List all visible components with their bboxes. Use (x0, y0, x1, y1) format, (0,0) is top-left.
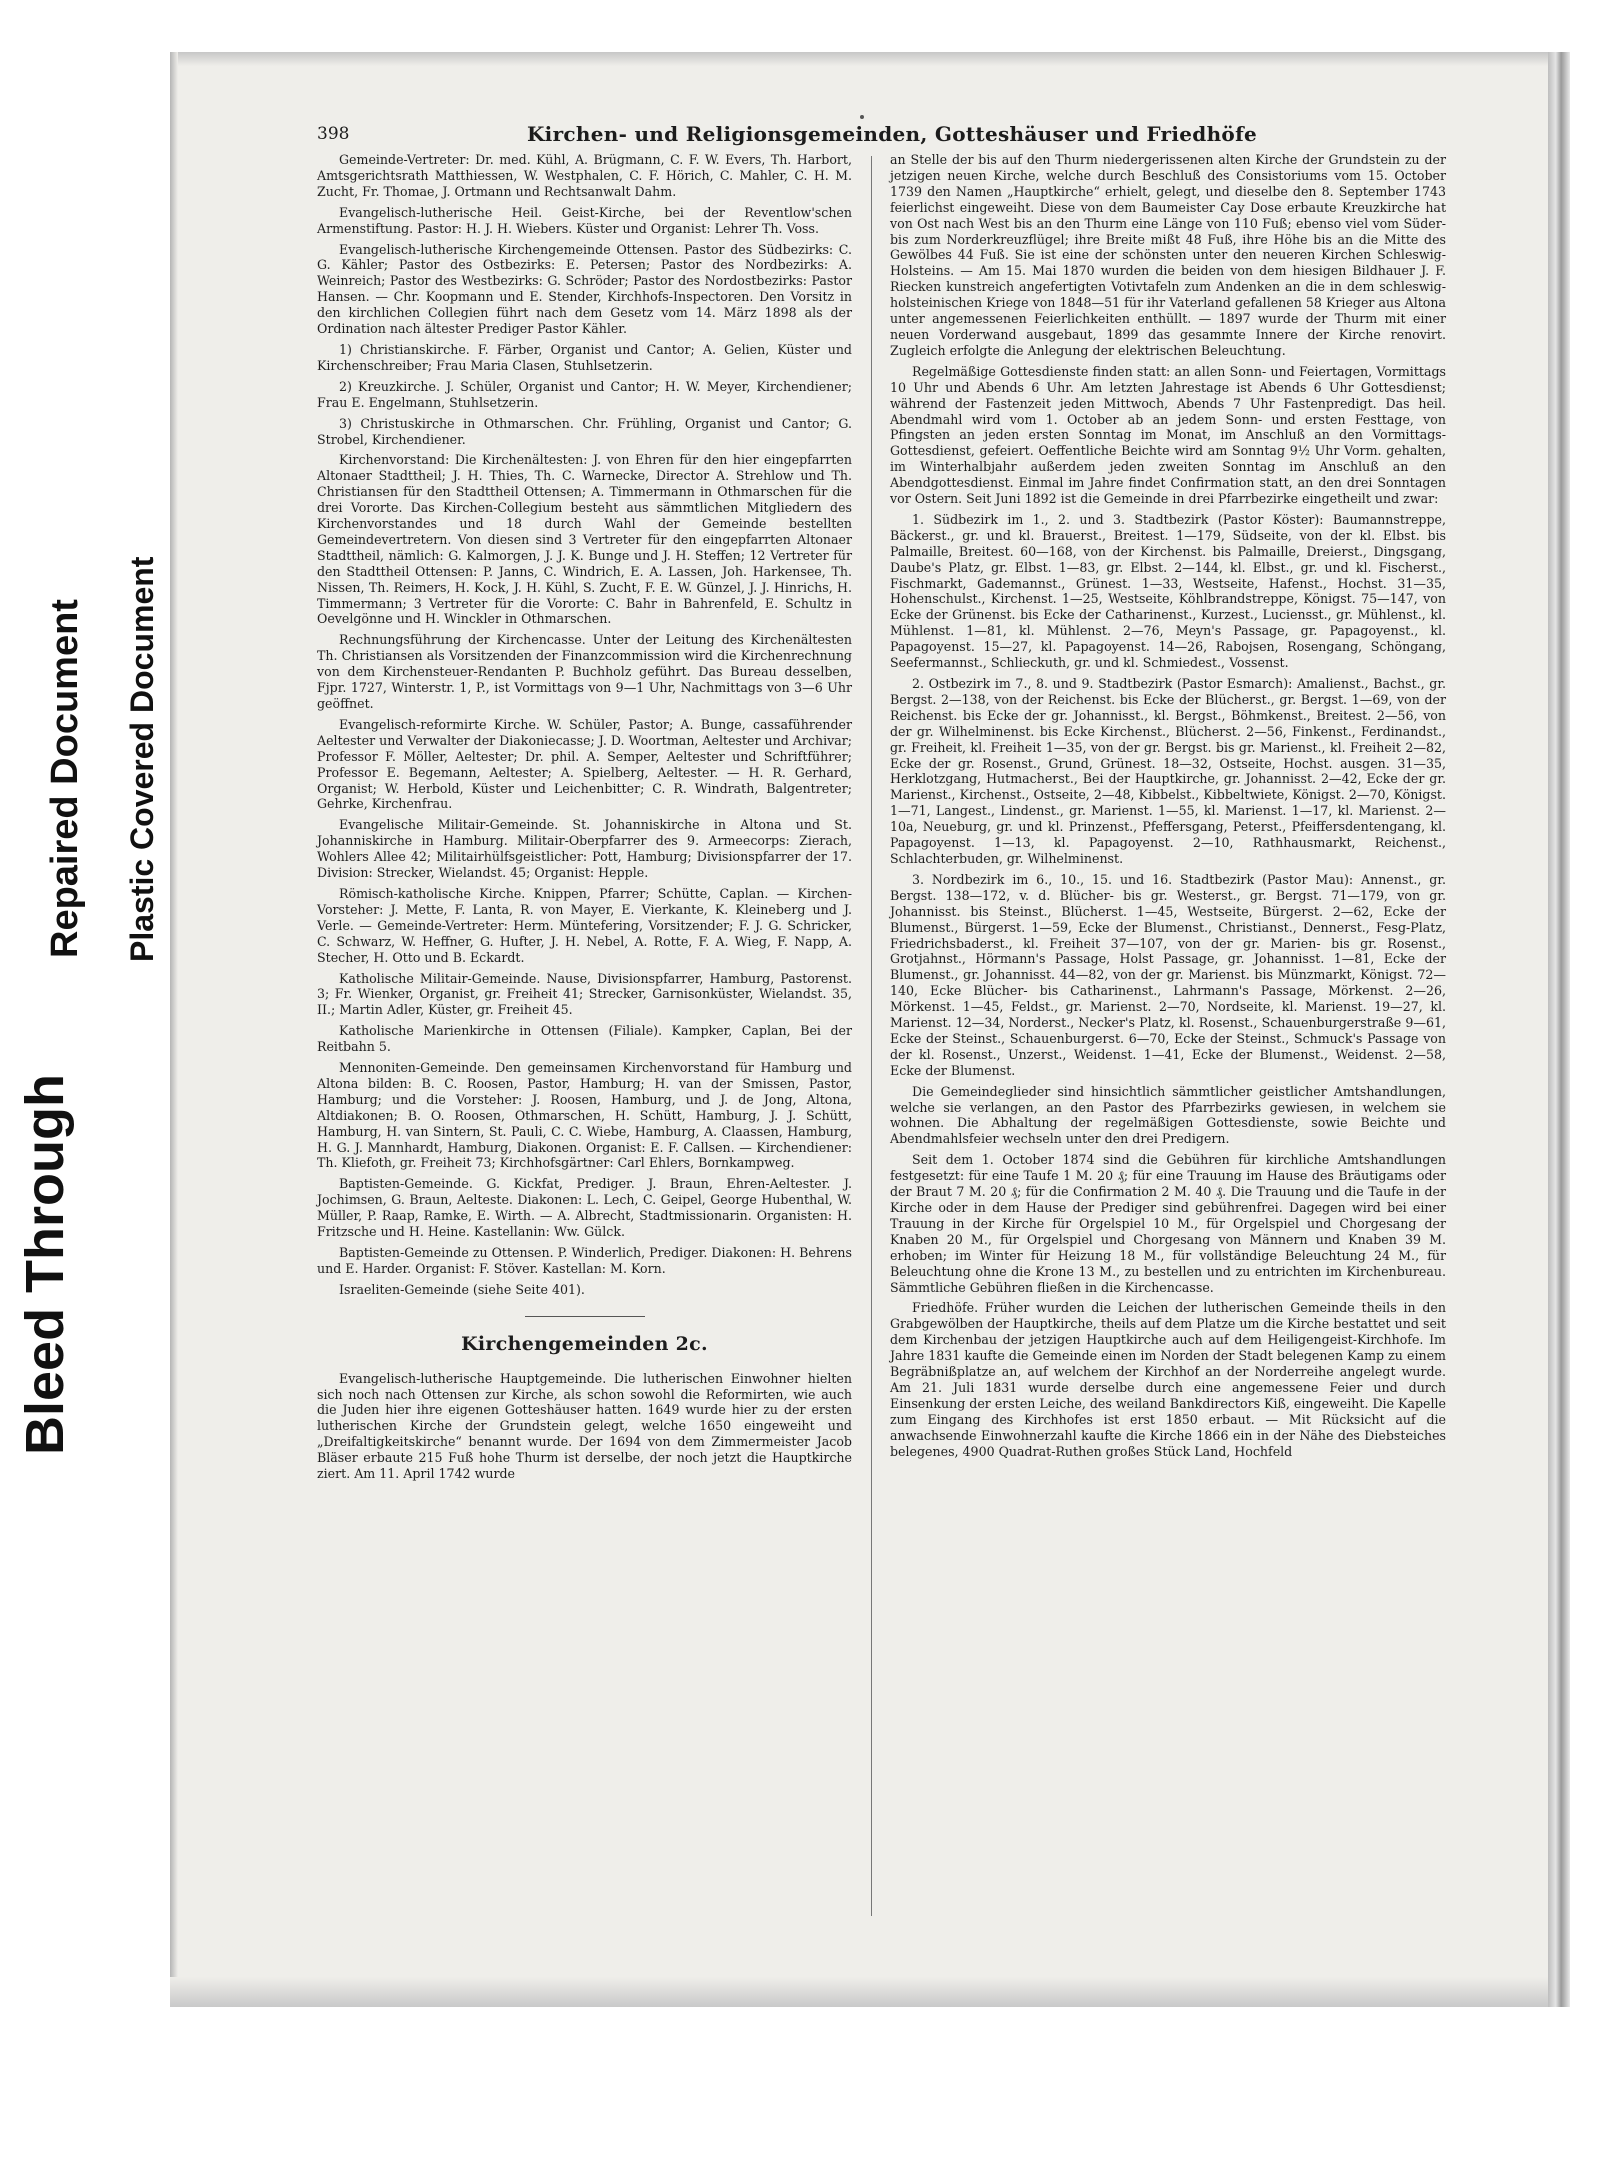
right-column (890, 152, 1446, 1465)
paragraph: an Stelle der bis auf den Thurm niedergerissenen alten Kirche der Grundstein zu der jetzigen neuen Kirche, welche durch Beschluß des Consistoriums vom 15. October 1739 den Namen „Hauptkirche“ erhielt, gelegt, und dieselbe den 8. September 1743 feierlichst eingeweiht. Diese von dem Baumeister Cay Dose erbaute Kreuzkirche hat von Ost nach West bis an den Thurm eine Länge von 110 Fuß; ebenso viel vom Süder- bis zum Norderkreuzflügel; ihre Breite mißt 48 Fuß, ihre Höhe bis an die Mitte des Gewölbes 44 Fuß. Sie ist eine der schönsten unter den neueren Kirchen Schleswig-Holsteins. — Am 15. Mai 1870 wurden die beiden von dem hiesigen Bildhauer J. F. Riecken kunstreich angefertigten Votivtafeln zum Andenken an die in dem schleswig-holsteinischen Kriege von 1848—51 für ihr Vaterland gefallenen 58 Krieger aus Altona unter angemessenen Feierlichkeiten enthüllt. — 1897 wurde der Thurm mit einer neuen Vorderwand ausgebaut, 1899 das gesammte Innere der Kirche renovirt. Zugleich erfolgte die Anlegung der elektrischen Beleuchtung. (890, 152, 1446, 358)
column-divider (871, 156, 872, 1916)
paragraph: Seit dem 1. October 1874 sind die Gebühren für kirchliche Amtshandlungen festgesetzt: für eine Taufe 1 M. 20 ₰; für eine Trauung im Hause des Bräutigams oder der Braut 7 M. 20 ₰; für die Confirmation 2 M. 40 ₰. Die Trauung und die Taufe in der Kirche oder in dem Hause der Prediger sind gebührenfrei. Dagegen wird bei einer Trauung in der Kirche für Orgelspiel 10 M., für Orgelspiel und Chorgesang der Knaben 20 M., für Orgelspiel und Chorgesang von Männern und Knaben 39 M. erhoben; im Winter für Heizung 18 M., für vollständige Beleuchtung 24 M., für Beleuchtung ohne die Krone 13 M., zu bestellen und zu entrichten im Kirchenbureau. Sämmtliche Gebühren fließen in die Kirchencasse. (890, 1152, 1446, 1295)
page-edge-shadow (1548, 52, 1570, 2007)
paragraph: 2. Ostbezirk im 7., 8. und 9. Stadtbezirk (Pastor Esmarch): Amalienst., Bachst., gr. Bergst. 2—138, von der Reichenst. bis Ecke der Blücherst., gr. Bergst. 1—69, von der Reichenst. bis Ecke der gr. Johannisst., kl. Bergst., Böhmkenst., Breitest. 2—56, von der gr. Wilhelminenst. bis Ecke Kirchenst., Blücherst. 2—56, Finkenst., Ferdinandst., gr. Freiheit, kl. Freiheit 1—35, von der gr. Bergst. bis gr. Marienst., kl. Freiheit 2—82, Ecke der gr. Rosenst., Grund, Grünest. 18—32, Ostseite, Hochst. ausgen. 31—35, Herklotzgang, Hutmacherst., Bei der Hauptkirche, gr. Johannisst. 2—42, Ecke der gr. Marienst., Kirchenst., Ostseite, 2—48, Kibbelst., Kibbeltwiete, Königst. 2—70, Königst. 1—71, Langest., Lindenst., gr. Marienst. 1—55, kl. Marienst. 1—17, kl. Marienst. 2—10a, Neueburg, gr. und kl. Prinzenst., Pfeffersgang, Peterst., Pfeiffersdentengang, kl. Papagoyenst. 1—13, kl. Papagoyenst. 2—10, Rathhausmarkt, Reichenst., Schlachterbuden, gr. Wilhelminenst. (890, 676, 1446, 866)
paragraph: Evangelisch-lutherische Heil. Geist-Kirche, bei der Reventlow'schen Armenstiftung. Pastor: H. J. H. Wiebers. Küster und Organist: Lehrer Th. Voss. (317, 204, 852, 236)
page-speck (860, 115, 864, 119)
paragraph: 3) Christuskirche in Othmarschen. Chr. Frühling, Organist und Cantor; G. Strobel, Kirchendiener. (317, 415, 852, 447)
running-title: Kirchen- und Religionsgemeinden, Gotteshäuser und Friedhöfe (527, 122, 1258, 146)
scanned-page (170, 52, 1570, 2007)
paragraph: Israeliten-Gemeinde (siehe Seite 401). (339, 1281, 585, 1297)
paragraph: Evangelische Militair-Gemeinde. St. Johanniskirche in Altona und St. Johanniskirche in Hamburg. Militair-Oberpfarrer des 9. Armeecorps: Zierach, Wohlers Allee 42; Militairhülfsgeistlicher: Pott, Hamburg; Divisionspfarrer der 17. Division: Strecker, Wielandst. 45; Organist: Hepple. (317, 817, 852, 881)
paragraph: Rechnungsführung der Kirchencasse. Unter der Leitung des Kirchenältesten Th. Christiansen als Vorsitzenden der Finanzcommission wird die Kirchenrechnung von dem Kirchensteuer-Rendanten P. Buchholz geführt. Das Bureau desselben, Fjpr. 1727, Winterstr. 1, P., ist Vormittags von 9—1 Uhr, Nachmittags von 3—6 Uhr geöffnet. (317, 632, 852, 711)
paragraph: Evangelisch-reformirte Kirche. W. Schüler, Pastor; A. Bunge, cassaführender Aeltester und Verwalter der Diakoniecasse; J. D. Woortman, Aeltester und Archivar; Professor F. Möller, Aeltester; Dr. phil. A. Semper, Aeltester und Schriftführer; Professor E. Begemann, Aeltester; A. Spielberg, Aeltester. — H. R. Gerhard, Organist; W. Herbold, Küster und Leichenbitter; C. R. Windrath, Balgentreter; Gehrke, Kirchenfrau. (317, 716, 853, 812)
paragraph: Regelmäßige Gottesdienste finden statt: an allen Sonn- und Feiertagen, Vormittags 10 Uhr und Abends 6 Uhr. Am letzten Jahrestage ist Abends 6 Uhr Gottesdienst; während der Fastenzeit jeden Mittwoch, Abends 7 Uhr Fastenpredigt. Das heil. Abendmahl wird vom 1. October ab an jedem Sonn- und ersten Festtage, von Pfingsten an jeden ersten Sonntag im Monat, im Anschluß an den Vormittags-Gottesdienst, gefeiert. Oeffentliche Beichte wird am Sonntag 9½ Uhr Vorm. gehalten, im Winterhalbjahr außerdem jeden zweiten Sonntag im Anschluß an den Abendgottesdienst. Einmal im Jahre findet Confirmation statt, an den drei Sonntagen vor Ostern. Seit Juni 1892 ist die Gemeinde in drei Pfarrbezirke eingetheilt und zwar: (890, 363, 1446, 507)
page-number: 398 (317, 124, 350, 144)
paragraph: Katholische Militair-Gemeinde. Nause, Divisionspfarrer, Hamburg, Pastorenst. 3; Fr. Wienker, Organist, gr. Freiheit 41; Strecker, Garnisonküster, Wielandst. 35, II.; Martin Adler, Küster, gr. Freiheit 45. (317, 970, 852, 1018)
paragraph: Baptisten-Gemeinde zu Ottensen. P. Winderlich, Prediger. Diakonen: H. Behrens und E. Harder. Organist: F. Stöver. Kastellan: M. Korn. (317, 1245, 852, 1276)
scan-left-shadow (170, 52, 178, 2007)
paragraph: Die Gemeindeglieder sind hinsichtlich sämmtlicher geistlicher Amtshandlungen, welche sie verlangen, an den Pastor des Pfarrbezirks gewiesen, in welchem sie wohnen. Die Abhaltung der regelmäßigen Gottesdienste, sowie Beichte und Abendmahlsfeier wechseln unter den drei Predigern. (890, 1083, 1446, 1147)
paragraph: Evangelisch-lutherische Hauptgemeinde. Die lutherischen Einwohner hielten sich noch nach Ottensen zur Kirche, als schon sowohl die Reformirten, wie auch die Juden hier ihre eigenen Gotteshäuser hatten. 1649 wurde hier zu der ersten lutherischen Kirche der Grundstein gelegt, welche 1650 eingeweiht und „Dreifaltigkeitskirche“ benannt wurde. Der 1694 von dem Zimmermeister Jacob Bläser erbaute 215 Fuß hohe Thurm ist derselbe, der noch jetzt die Hauptkirche ziert. Am 11. April 1742 wurde (317, 1370, 852, 1482)
paragraph: Kirchenvorstand: Die Kirchenältesten: J. von Ehren für den hier eingepfarrten Altonaer Stadttheil; J. H. Thies, Th. C. Warnecke, Director A. Strehlow und Th. Christiansen für den Stadttheil Ottensen; A. Timmermann in Othmarschen für die drei Vororte. Das Kirchen-Collegium besteht aus sämmtlichen Mitgliedern des Kirchenvorstandes und 18 durch Wahl der Gemeinde bestellten Gemeindevertretern. Von diesen sind 3 Vertreter für den eingepfarrten Altonaer Stadttheil, nämlich: G. Kalmorgen, J. J. K. Bunge und J. H. Steffen; 12 Vertreter für den Stadttheil Ottensen: P. Janns, C. Windrich, E. A. Lassen, Joh. Harkensee, Th. Nissen, Th. Reimers, H. Kock, J. H. Kühl, S. Zucht, F. E. W. Günzel, J. J. Hinrichs, H. Timmermann; 3 Vertreter für die Vororte: C. Bahr in Bahrenfeld, E. Schultz in Oevelgönne und H. Winckler in Othmarschen. (317, 452, 852, 627)
annotation-labels (0, 0, 170, 2000)
paragraph: 1. Südbezirk im 1., 2. und 3. Stadtbezirk (Pastor Köster): Baumannstreppe, Bäckerst., gr. und kl. Brauerst., Breitest. 1—179, Südseite, von der kl. Elbst. bis Palmaille, Breitest. 60—168, von der Kirchenst. bis Palmaille, Dreierst., Dingsgang, Daube's Platz, gr. Elbst. 1—83, gr. Elbst. 2—144, kl. Elbst., gr. und kl. Fischerst., Fischmarkt, Gademannst., Grünest. 1—33, Westseite, Hafenst., Hochst. 31—35, Hohenschulst., Kirchenst. 1—25, Westseite, Köhlbrandstreppe, Königst. 75—147, von Ecke der Grünenst. bis Ecke der Catharinenst., Kurzest., Luciensst., gr. Mühlenst., kl. Mühlenst. 1—81, kl. Mühlenst. 2—76, Meyn's Passage, gr. Papagoyenst., kl. Papagoyenst. 15—27, kl. Papagoyenst. 14—26, Rabojsen, Rosengang, Schöngang, Seefermannst., Schlieckuth, gr. und kl. Schmiedest., Vossenst. (890, 511, 1446, 671)
plastic-covered-label: Plastic Covered Document (124, 556, 160, 962)
paragraph: Friedhöfe. Früher wurden die Leichen der lutherischen Gemeinde theils in den Grabgewölben der Hauptkirche, theils auf dem Platze um die Kirche bestattet und seit dem Kirchenbau der jetzigen Hauptkirche auch auf dem Heiligengeist-Kirchhofe. Im Jahre 1831 kaufte die Gemeinde einen im Norden der Stadt belegenen Kamp zu einem Begräbnißplatze an, auf welchem der Kirchhof an der Norderreihe angelegt wurde. Am 21. Juli 1831 wurde derselbe durch eine angemessene Feier und durch Einsenkung der ersten Leiche, des weiland Bankdirectors Kiß, eingeweiht. Die Kapelle zum Eingang des Kirchhofes ist erst 1850 erbaut. — Mit Rücksicht auf die anwachsende Einwohnerzahl kaufte die Kirche 1866 ein in der Nähe des Diebsteiches belegenes, 4900 Quadrat-Ruthen großes Stück Land, Hochfeld (890, 1300, 1446, 1459)
paragraph: Katholische Marienkirche in Ottensen (Filiale). Kampker, Caplan, Bei der Reitbahn 5. (317, 1023, 852, 1055)
paragraph: Gemeinde-Vertreter: Dr. med. Kühl, A. Brügmann, C. F. W. Evers, Th. Harbort, Amtsgerichtsrath Matthiessen, W. Westphalen, C. F. Hörich, C. Mahler, C. H. M. Zucht, Fr. Thomae, J. Ortmann und Rechtsanwalt Dahm. (317, 152, 852, 199)
scan-top-shadow (170, 52, 1548, 66)
section-heading: Kirchengemeinden 2c. (461, 1332, 708, 1355)
paragraph: Mennoniten-Gemeinde. Den gemeinsamen Kirchenvorstand für Hamburg und Altona bilden: B. C. Roosen, Pastor, Hamburg; H. van der Smissen, Pastor, Hamburg; und die Vorsteher: J. Roosen, Hamburg, und J. de Jong, Altona, Altdiakonen; B. O. Roosen, Othmarschen, H. Schütt, Hamburg, J. J. Schütt, Hamburg, H. van Sintern, St. Pauli, C. C. Wiebe, Hamburg, A. Claassen, Hamburg, H. G. J. Mannhardt, Hamburg, Diakonen. Organist: E. F. Callsen. — Kirchendiener: Th. Kliefoth, gr. Freiheit 73; Kirchhofsgärtner: Carl Ehlers, Bornkampweg. (317, 1060, 852, 1171)
section-divider (525, 1316, 645, 1317)
paragraph: Evangelisch-lutherische Kirchengemeinde Ottensen. Pastor des Südbezirks: C. G. Kähler; Pastor des Ostbezirks: E. Petersen; Pastor des Nordbezirks: A. Weinreich; Pastor des Westbezirks: G. Schröder; Pastor des Nordostbezirks: Pastor Hansen. — Chr. Koopmann und E. Stender, Kirchhofs-Inspectoren. Den Vorsitz in den kirchlichen Collegien führt nach dem Gesetz vom 14. März 1898 als der Ordination nach ältester Prediger Pastor Kähler. (317, 241, 852, 337)
bleed-through-label: Bleed Through (15, 1074, 75, 1455)
paragraph: 3. Nordbezirk im 6., 10., 15. und 16. Stadtbezirk (Pastor Mau): Annenst., gr. Bergst. 138—172, v. d. Blücher- bis gr. Westerst., gr. Bergst. 71—179, von gr. Johannisst. bis Steinst., Blücherst. 1—45, Westseite, Bürgerst. 2—62, Ecke der Blumenst., Bürgerst. 1—59, Ecke der Blumenst., Christianst., Dennerst., Fesg-Platz, Friedrichsbaderst., kl. Freiheit 37—107, von der gr. Marien- bis gr. Rosenst., Grotjahnst., Hörmann's Passage, Holst Passage, gr. Johannisst. 1—81, Ecke der Blumenst., gr. Johannisst. 44—82, von der gr. Marienst. bis Münzmarkt, Königst. 72—140, Ecke Blücher- bis Catharinenst., Lahrmann's Passage, Mörkenst. 2—26, Mörkenst. 1—45, Feldst., gr. Marienst. 2—70, Nordseite, kl. Marienst. 19—27, kl. Marienst. 12—34, Norderst., Necker's Platz, kl. Rosenst., Schauenburgerstraße 9—61, Ecke der Steinst., Schauenburgerst. 6—70, Ecke der Steinst., Schmuck's Passage von der kl. Rosenst., Unzerst., Weidenst. 1—41, Ecke der Blumenst., Weidenst. 2—58, Ecke der Blumenst. (890, 871, 1446, 1078)
left-column (317, 152, 852, 1487)
repaired-document-label: Repaired Document (44, 599, 86, 958)
paragraph: Baptisten-Gemeinde. G. Kickfat, Prediger. J. Braun, Ehren-Aeltester. J. Jochimsen, G. Braun, Aelteste. Diakonen: L. Lech, C. Geipel, George Hubenthal, W. Müller, P. Raap, Ramke, E. Wirth. — A. Albrecht, Stadtmissionarin. Organisten: H. Fritzsche und H. Heine. Kastellanin: Ww. Gülck. (317, 1176, 852, 1240)
scan-bottom-shadow (170, 1977, 1548, 2007)
paragraph: 2) Kreuzkirche. J. Schüler, Organist und Cantor; H. W. Meyer, Kirchendiener; Frau E. Engelmann, Stuhlsetzerin. (317, 378, 852, 410)
paragraph: Römisch-katholische Kirche. Knippen, Pfarrer; Schütte, Caplan. — Kirchen-Vorsteher: J. Mette, F. Lanta, R. von Mayer, E. Vierkante, K. Kleineberg und J. Verle. — Gemeinde-Vertreter: Herm. Müntefering, Vorsitzender; F. J. G. Schricker, C. Schwarz, W. Heffner, G. Hufter, J. H. Nebel, A. Rotte, F. A. Wieg, F. Napp, A. Stecher, H. Otto und B. Eckardt. (317, 885, 852, 965)
page-header (317, 122, 1447, 148)
paragraph: 1) Christianskirche. F. Färber, Organist und Cantor; A. Gelien, Küster und Kirchenschreiber; Frau Maria Clasen, Stuhlsetzerin. (317, 341, 852, 373)
